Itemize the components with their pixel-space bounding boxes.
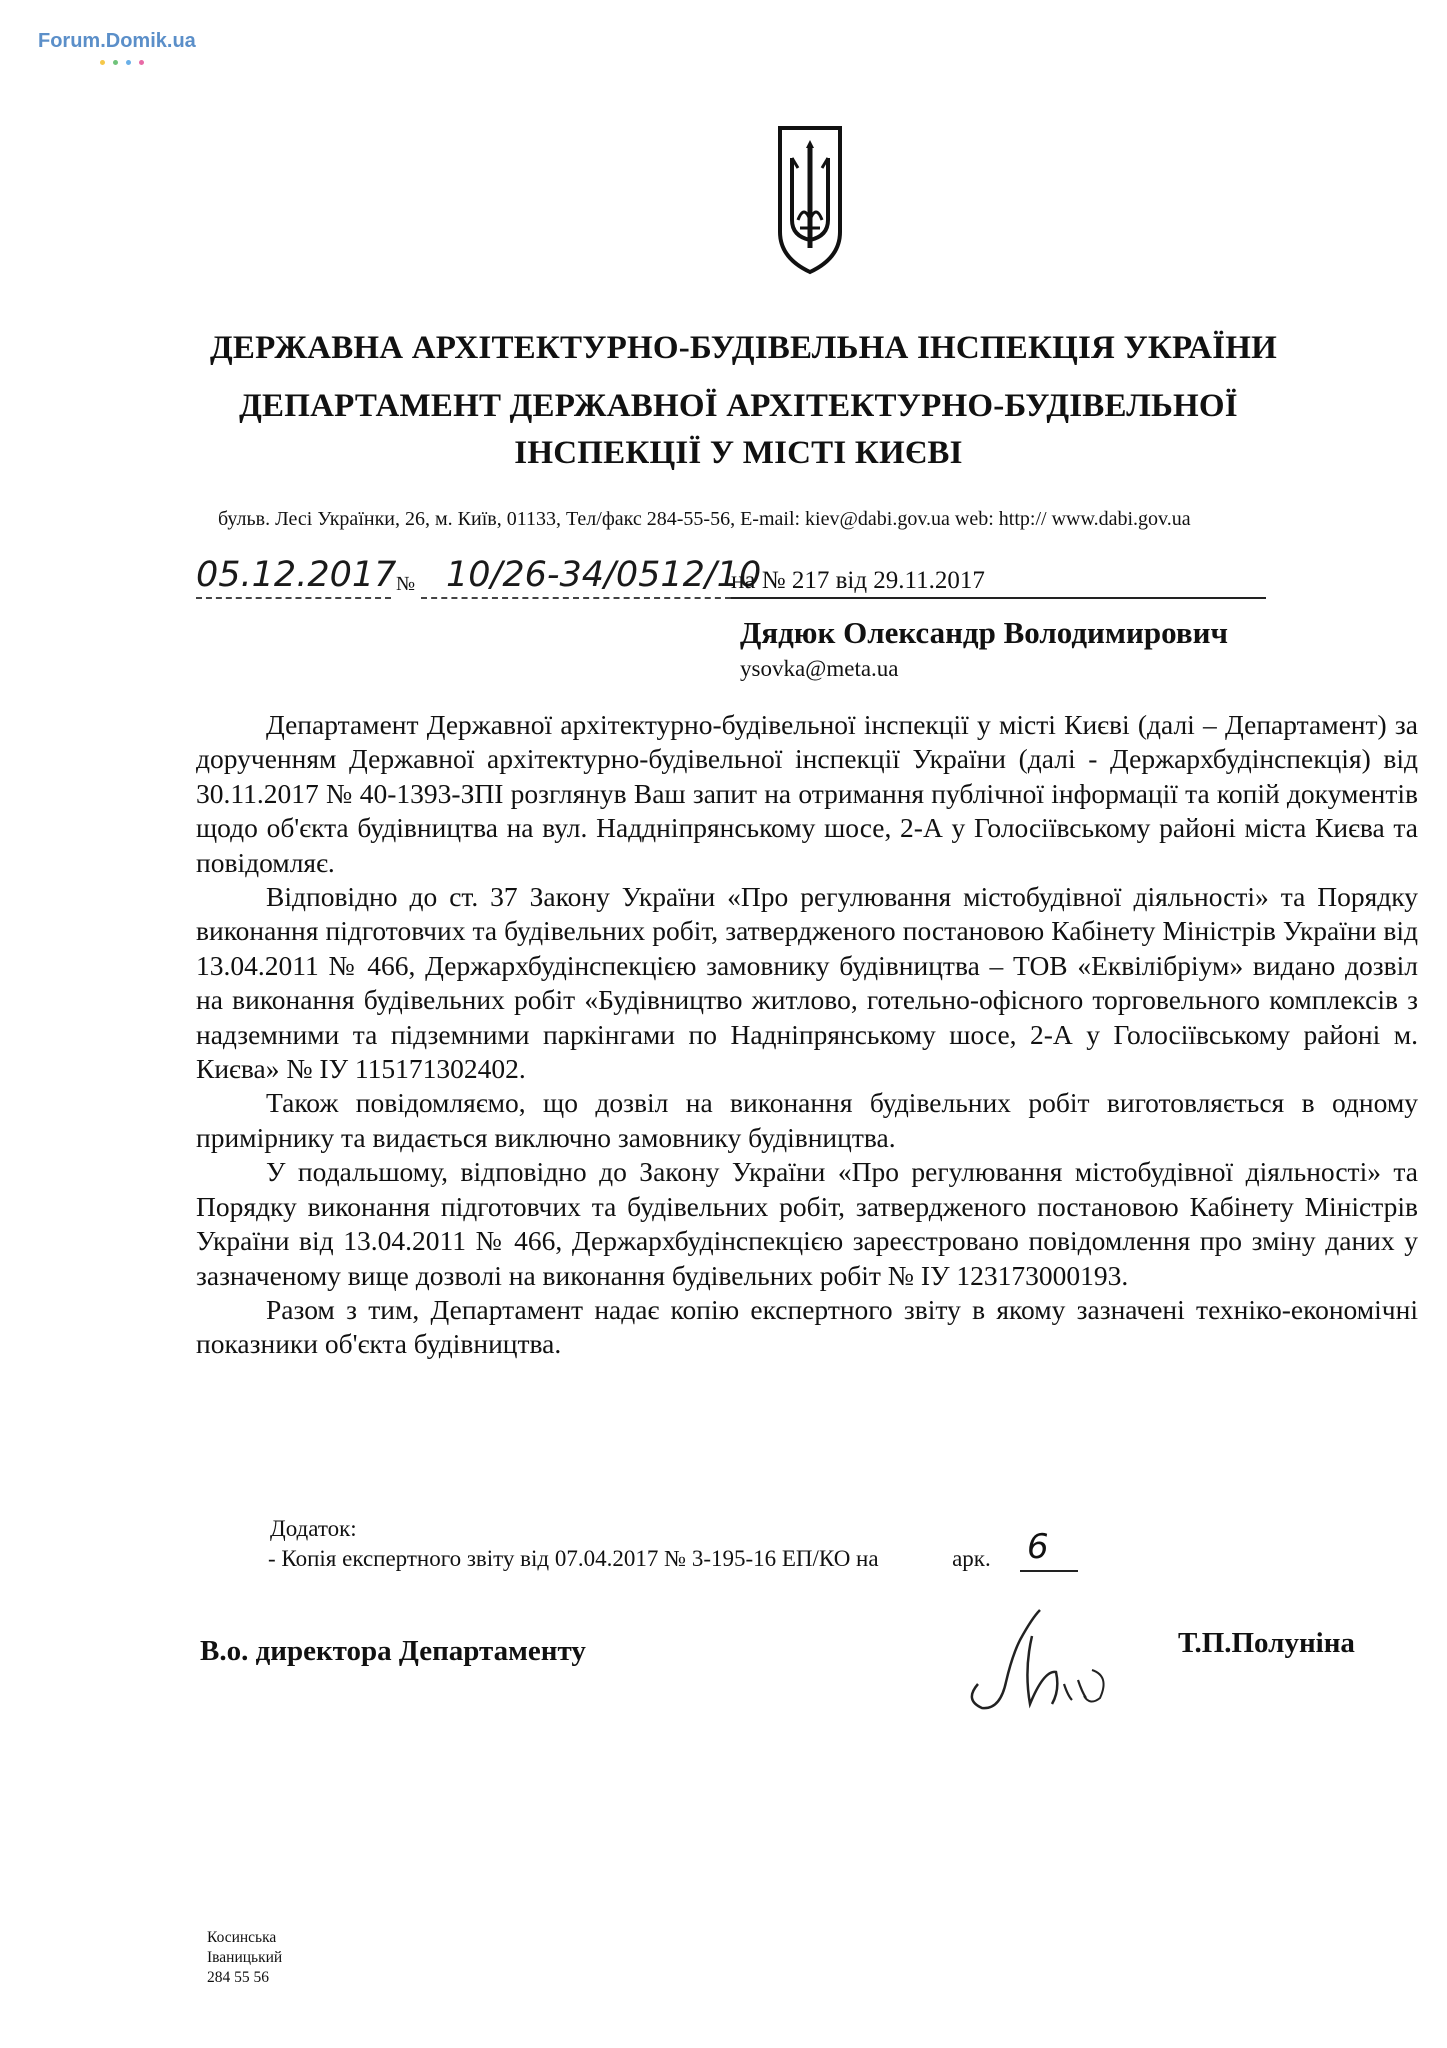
- executor-info: [207, 1928, 282, 1988]
- watermark-logo: Forum.Domik.ua: [38, 30, 196, 52]
- attachment-count-underline: [1020, 1570, 1078, 1572]
- watermark-dots: [100, 60, 144, 65]
- reference-line: [196, 555, 1271, 605]
- body-paragraph: У подальшому, відповідно до Закону України «Про регулювання містобудівної діяльності» та Порядку виконання підготовчих та будівельних робіт, затвердженого постановою Кабінету Міністрів України від 13.04.2011 № 466, Держархбудінспекцією зареєстровано повідомлення про зміну даних у зазначеному вище дозволі на виконання будівельних робіт № IУ 123173000193.: [196, 1156, 1418, 1291]
- reference-number-underline: [421, 597, 731, 599]
- reference-date-handwritten: 05.12.2017: [196, 555, 397, 595]
- header-agency-name: ДЕРЖАВНА АРХІТЕКТУРНО-БУДІВЕЛЬНА ІНСПЕКЦІЯ УКРАЇНИ: [210, 330, 1277, 366]
- attachment-label: Додаток:: [270, 1516, 357, 1541]
- signer-title: В.о. директора Департаменту: [200, 1635, 586, 1667]
- header-department-line1: ДЕПАРТАМЕНТ ДЕРЖАВНОЇ АРХІТЕКТУРНО-БУДІВЕЛЬНОЇ: [239, 388, 1238, 424]
- watermark-dot: [139, 60, 144, 65]
- handwritten-signature: [960, 1600, 1130, 1720]
- attachment-count-handwritten: 6: [1027, 1527, 1049, 1567]
- body-paragraph: Департамент Державної архітектурно-будівельної інспекції у місті Києві (далі – Департамент) за дорученням Державної архітектурно-будівельної інспекції України (далі - Держархбудінспекція) від 30.11.2017 № 40-1393-ЗПІ розглянув Ваш запит на отримання публічної інформації та копій документів щодо об'єкта будівництва на вул. Наддніпрянському шосе, 2-А у Голосіївському районі міста Києва та повідомляє.: [196, 709, 1418, 878]
- trident-coat-of-arms-icon: [774, 124, 846, 276]
- attachment-item-text: - Копія експертного звіту від 07.04.2017 № 3-195-16 ЕП/КО на: [268, 1546, 879, 1571]
- reference-date-underline: [196, 597, 391, 599]
- header-department-line2: ІНСПЕКЦІЇ У МІСТІ КИЄВІ: [514, 435, 963, 471]
- attachment-item: [268, 1546, 991, 1572]
- body-paragraph: Разом з тим, Департамент надає копію експертного звіту в якому зазначені техніко-економічні показники об'єкта будівництва.: [196, 1293, 1418, 1360]
- signer-name: Т.П.Полуніна: [1178, 1627, 1355, 1659]
- watermark-dot: [126, 60, 131, 65]
- watermark-dot: [113, 60, 118, 65]
- body-paragraph: Відповідно до ст. 37 Закону України «Про регулювання містобудівної діяльності» та Порядку виконання підготовчих та будівельних робіт, затвердженого постановою Кабінету Міністрів України від 13.04.2011 № 466, Держархбудінспекцією замовнику будівництва – ТОВ «Еквілібріум» видано дозвіл на виконання будівельних робіт «Будівництво житлово, готельно-офісного торговельного комплексів з надземними та підземними паркінгами по Наднiпрянському шосе, 2-А у Голосіївському районі м. Києва» № IУ 115171302402.: [196, 881, 1418, 1085]
- watermark-dot: [100, 60, 105, 65]
- body-paragraph: Також повідомляємо, що дозвіл на виконання будівельних робіт виготовляється в одному примірнику та видається виключно замовнику будівництва.: [196, 1087, 1418, 1153]
- letter-body: [196, 708, 1418, 1362]
- executor-name: Косинська: [207, 1929, 277, 1946]
- header-address: бульв. Лесі Українки, 26, м. Київ, 01133, Тел/факс 284-55-56, E-mail: kiev@dabi.gov.ua web: http:// www.dabi.gov.ua: [218, 508, 1191, 530]
- executor-name: Іваницький: [207, 1949, 283, 1966]
- recipient-email: ysovka@meta.ua: [740, 656, 899, 681]
- reference-number-label: №: [396, 573, 416, 595]
- executor-phone: 284 55 56: [207, 1969, 269, 1986]
- reference-number-handwritten: 10/26-34/0512/10: [446, 555, 762, 595]
- recipient-name: Дядюк Олександр Володимирович: [740, 615, 1228, 650]
- attachment-unit: арк.: [952, 1546, 991, 1571]
- reference-reply-underline: [731, 597, 1266, 599]
- reference-reply-to: на № 217 від 29.11.2017: [731, 567, 985, 594]
